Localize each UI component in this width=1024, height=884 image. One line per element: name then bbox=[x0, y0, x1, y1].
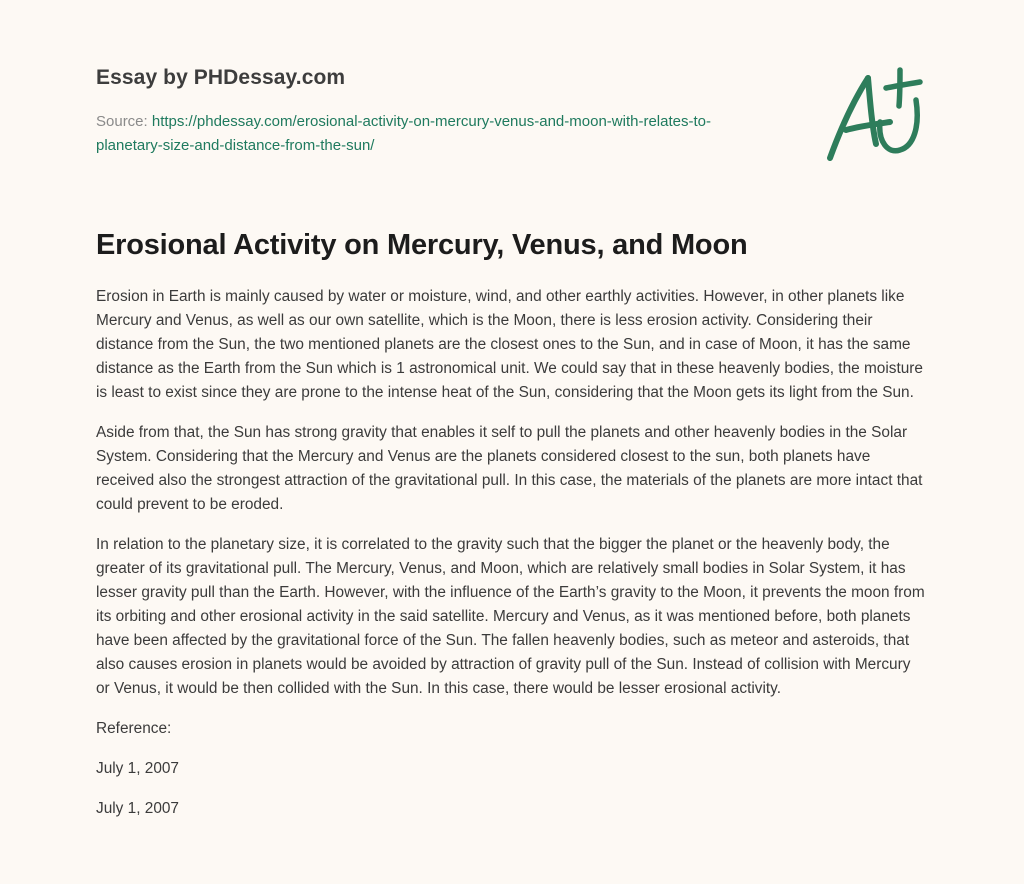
source-label: Source: bbox=[96, 113, 152, 130]
paragraph: Aside from that, the Sun has strong gravity that enables it self to pull the planets and other heavenly bodies in the Solar System. Considering that the Mercury and Venus are the planets considered closest to the sun, both planets have received also the strongest attraction of the gravitational pull. In this case, the materials of the planets are more intact that could prevent to be eroded. bbox=[96, 424, 923, 513]
page-header bbox=[96, 64, 796, 158]
a-plus-grade-icon bbox=[820, 66, 930, 166]
reference-item: July 1, 2007 bbox=[96, 800, 179, 817]
reference-item: July 1, 2007 bbox=[96, 760, 179, 777]
article-body bbox=[96, 285, 928, 837]
source-link[interactable]: https://phdessay.com/erosional-activity-on-mercury-venus-and-moon-with-relates-to-planetary-size-and-distance-from-the-sun/ bbox=[96, 113, 711, 154]
article-title: Erosional Activity on Mercury, Venus, and Moon bbox=[96, 229, 748, 261]
paragraph: Erosion in Earth is mainly caused by water or moisture, wind, and other earthly activities. However, in other planets like Mercury and Venus, as well as our own satellite, which is the Moon, there is less erosion activity. Considering their distance from the Sun, the two mentioned planets are the closest ones to the Sun, and in case of Moon, it has the same distance as the Earth from the Sun which is 1 astronomical unit. We could say that in these heavenly bodies, the moisture is least to exist since they are prone to the intense heat of the Sun, considering that the Moon gets its light from the Sun. bbox=[96, 288, 923, 401]
paragraph: In relation to the planetary size, it is correlated to the gravity such that the bigger the planet or the heavenly body, the greater of its gravitational pull. The Mercury, Venus, and Moon, which are relatively small bodies in Solar System, it has lesser gravity pull than the Earth. However, with the influence of the Earth’s gravity to the Moon, it prevents the moon from its orbiting and other erosional activity in the said satellite. Mercury and Venus, as it was mentioned before, both planets have been affected by the gravitational force of the Sun. The fallen heavenly bodies, such as meteor and asteroids, that also causes erosion in planets would be avoided by attraction of gravity pull of the Sun. Instead of collision with Mercury or Venus, it would be then collided with the Sun. In this case, there would be lesser erosional activity. bbox=[96, 536, 925, 697]
site-brand: Essay by PHDessay.com bbox=[96, 66, 346, 89]
reference-label: Reference: bbox=[96, 720, 172, 737]
source-line bbox=[96, 110, 736, 158]
